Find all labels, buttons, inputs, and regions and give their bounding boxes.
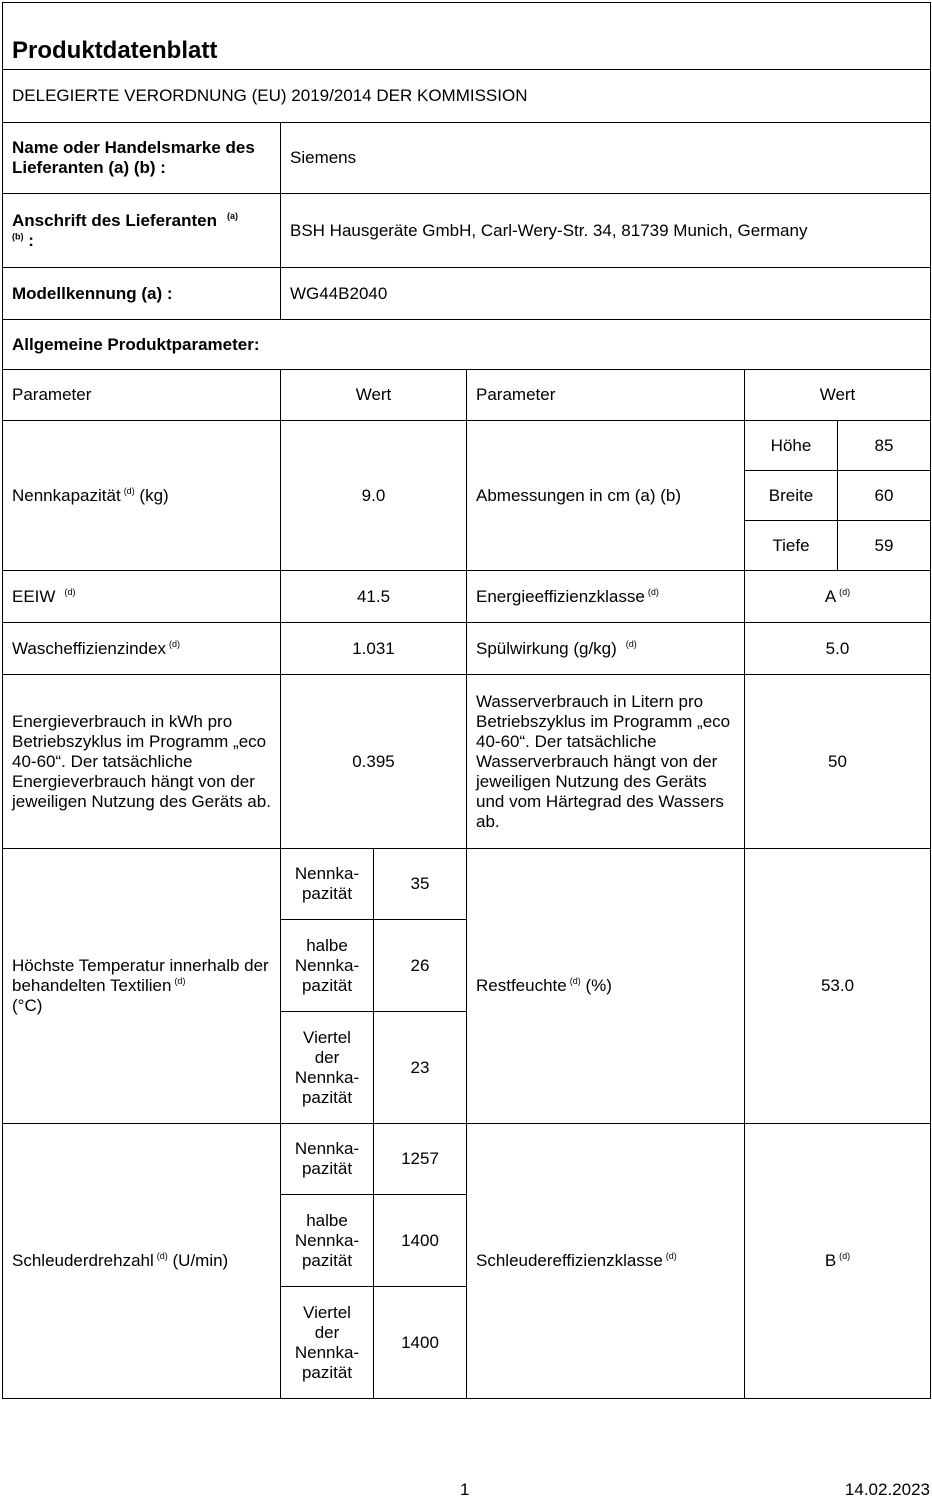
document-date: 14.02.2023 [844,1480,930,1499]
height-label: Höhe [745,421,838,471]
page-title: Produktdatenblatt [3,3,931,70]
supplier-name-label: Name oder Handelsmarke des Lieferanten (a) (b) : [3,123,281,194]
rinse-value: 5.0 [745,623,931,675]
dimensions-label: Abmessungen in cm (a) (b) [467,421,745,571]
depth-value: 59 [838,521,931,571]
width-value: 60 [838,471,931,521]
temperature-label: Höchste Temperatur innerhalb der behandelten Textilien $^{(d)}$ (°C) [3,849,281,1124]
spin-quarter-capacity-label: Viertel der Nennka- pazität [281,1287,374,1399]
energy-consumption-label: Energieverbrauch in kWh pro Betriebszyklus im Programm „eco 40-60“. Der tatsächliche Energieverbrauch hängt von der jeweiligen Nutzung des Geräts ab. [3,675,281,849]
column-header-value: Wert [281,370,467,421]
temp-quarter-capacity-label: Viertel der Nennka- pazität [281,1012,374,1124]
spin-class-value: B $^{(d)}$ [745,1124,931,1399]
eeiw-value: 41.5 [281,571,467,623]
temp-full-capacity-label: Nennka- pazität [281,849,374,920]
temp-half-capacity-value: 26 [374,920,467,1012]
temp-half-capacity-label: halbe Nennka- pazität [281,920,374,1012]
moisture-value: 53.0 [745,849,931,1124]
energy-consumption-value: 0.395 [281,675,467,849]
moisture-label: Restfeuchte $^{(d)}$ (%) [467,849,745,1124]
spin-class-label: Schleudereffizienzklasse $^{(d)}$ [467,1124,745,1399]
water-consumption-label: Wasserverbrauch in Litern pro Betriebszyklus im Programm „eco 40-60“. Der tatsächliche Wasserverbrauch hängt von der jeweiligen Nutzung des Geräts und vom Härtegrad des Wassers ab. [467,675,745,849]
spin-full-capacity-value: 1257 [374,1124,467,1195]
supplier-address-label: Anschrift des Lieferanten $^{(a)}$ $^{(b)}$ : [3,194,281,268]
column-header-value-2: Wert [745,370,931,421]
wash-index-value: 1.031 [281,623,467,675]
water-consumption-value: 50 [745,675,931,849]
supplier-address-value: BSH Hausgeräte GmbH, Carl-Wery-Str. 34, 81739 Munich, Germany [281,194,931,268]
temp-full-capacity-value: 35 [374,849,467,920]
temp-quarter-capacity-value: 23 [374,1012,467,1124]
spin-half-capacity-label: halbe Nennka- pazität [281,1195,374,1287]
energy-class-value: A $^{(d)}$ [745,571,931,623]
capacity-value: 9.0 [281,421,467,571]
supplier-name-value: Siemens [281,123,931,194]
energy-class-label: Energieeffizienzklasse $^{(d)}$ [467,571,745,623]
eeiw-label: EEIW $^{(d)}$ [3,571,281,623]
wash-index-label: Wascheffizienzindex $^{(d)}$ [3,623,281,675]
page-number: 1 [460,1480,470,1499]
width-label: Breite [745,471,838,521]
spin-full-capacity-label: Nennka- pazität [281,1124,374,1195]
capacity-label: Nennkapazität $^{(d)}$ (kg) [3,421,281,571]
column-header-parameter-2: Parameter [467,370,745,421]
product-data-sheet [2,2,931,1399]
spin-half-capacity-value: 1400 [374,1195,467,1287]
model-label: Modellkennung (a) : [3,268,281,320]
spin-quarter-capacity-value: 1400 [374,1287,467,1399]
rinse-label: Spülwirkung (g/kg) $^{(d)}$ [467,623,745,675]
height-value: 85 [838,421,931,471]
column-header-parameter: Parameter [3,370,281,421]
regulation-line: DELEGIERTE VERORDNUNG (EU) 2019/2014 DER KOMMISSION [3,70,931,123]
depth-label: Tiefe [745,521,838,571]
general-parameters-heading: Allgemeine Produktparameter: [3,320,931,370]
spin-speed-label: Schleuderdrehzahl $^{(d)}$ (U/min) [3,1124,281,1399]
model-value: WG44B2040 [281,268,931,320]
